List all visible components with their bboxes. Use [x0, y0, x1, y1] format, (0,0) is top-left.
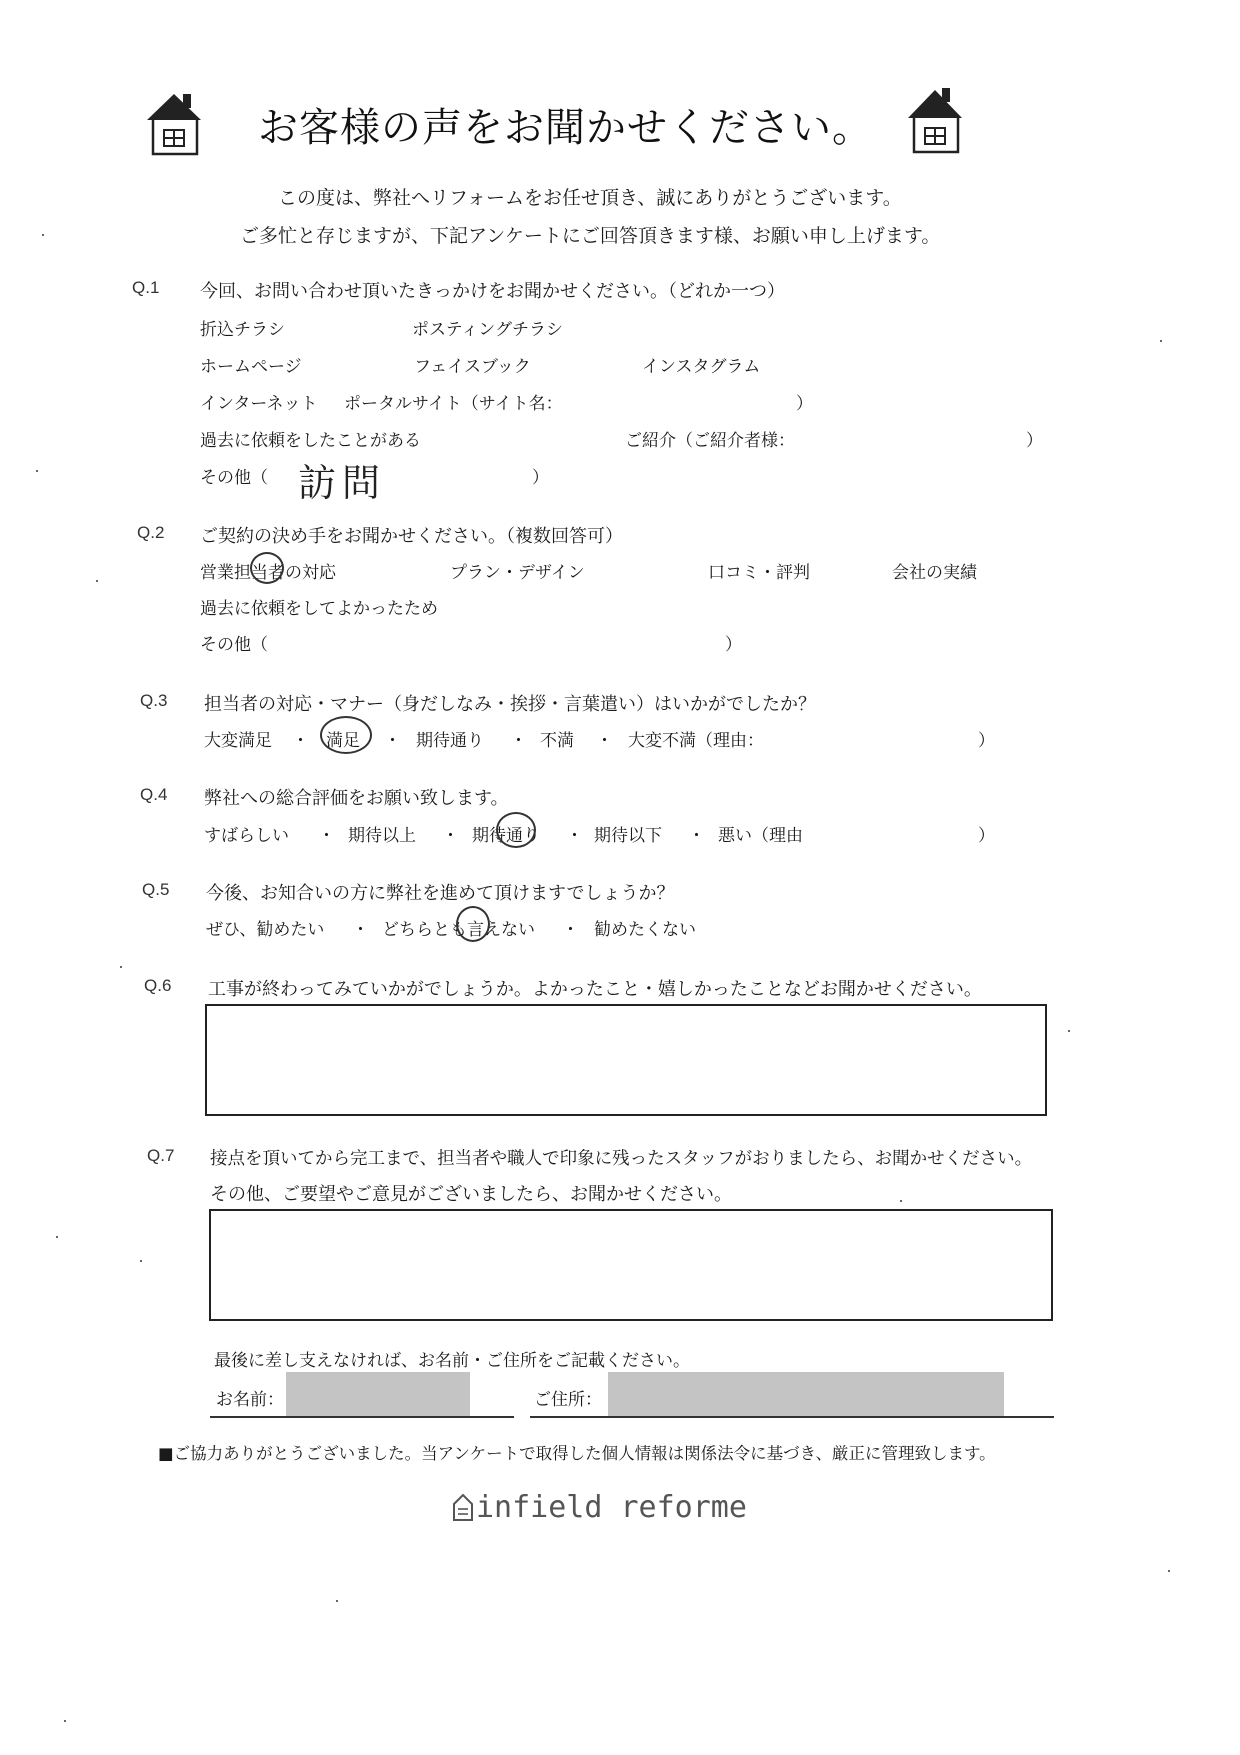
q6-answer-box[interactable]	[205, 1004, 1047, 1116]
q4-sep-3: ・	[566, 826, 583, 846]
q2-option-staff[interactable]: 営業担当者の対応	[200, 563, 336, 583]
scan-speck	[140, 1260, 142, 1262]
privacy-notice: ■ご協力ありがとうございました。当アンケートで取得した個人情報は関係法令に基づき、厳正に管理致します。	[158, 1444, 996, 1463]
q3-sep-3: ・	[510, 731, 527, 751]
house-icon-left	[143, 88, 205, 158]
q3-sep-4: ・	[596, 731, 613, 751]
q2-option-past[interactable]: 過去に依頼をしてよかったため	[200, 599, 438, 619]
address-label: ご住所：	[534, 1390, 602, 1410]
q5-number: Q.5	[142, 880, 170, 899]
q6-question: 工事が終わってみていかがでしょうか。よかったこと・嬉しかったことなどお聞かせください。	[208, 979, 982, 1000]
q2-option-plan[interactable]: プラン・デザイン	[450, 563, 585, 583]
q1-option-facebook[interactable]: フェイスブック	[414, 357, 531, 377]
q7-answer-box[interactable]	[209, 1209, 1053, 1321]
scan-speck	[96, 580, 98, 582]
q5-sep-2: ・	[562, 920, 579, 940]
q3-close: ）	[978, 731, 995, 751]
q1-option-referral[interactable]: ご紹介（ご紹介者様：	[625, 431, 795, 451]
q4-option-1[interactable]: すばらしい	[204, 826, 289, 846]
q4-sep-1: ・	[318, 826, 335, 846]
q2-question: ご契約の決め手をお聞かせください。（複数回答可）	[200, 526, 623, 547]
address-underline	[530, 1416, 1054, 1418]
q3-sep-2: ・	[384, 731, 401, 751]
scan-speck	[120, 966, 122, 968]
company-logo-text: infield reforme	[476, 1490, 747, 1525]
q1-option-other-close: ）	[532, 468, 549, 488]
q1-handwritten-answer: 訪問	[298, 461, 387, 505]
q1-option-other[interactable]: その他（	[200, 468, 268, 488]
q4-option-4[interactable]: 期待以下	[594, 826, 662, 846]
q7-question-line-1: 接点を頂いてから完工まで、担当者や職人で印象に残ったスタッフがおりましたら、お聞かせください。	[210, 1149, 1033, 1169]
q2-number: Q.2	[137, 523, 165, 542]
q1-option-posting[interactable]: ポスティングチラシ	[412, 320, 563, 340]
scan-speck	[1160, 340, 1162, 342]
q4-option-3[interactable]: 期待通り	[472, 826, 540, 846]
q7-number: Q.7	[147, 1146, 175, 1165]
closing-request: 最後に差し支えなければ、お名前・ご住所をご記載ください。	[214, 1351, 690, 1371]
q4-question: 弊社への総合評価をお願い致します。	[204, 788, 509, 809]
house-icon-right	[904, 84, 966, 156]
q1-option-flyer[interactable]: 折込チラシ	[200, 320, 285, 340]
q4-sep-4: ・	[688, 826, 705, 846]
q3-option-1[interactable]: 大変満足	[204, 731, 272, 751]
address-redaction	[608, 1372, 1004, 1416]
q3-question: 担当者の対応・マナー（身だしなみ・挨拶・言葉遣い）はいかがでしたか？	[204, 694, 816, 715]
name-label: お名前：	[216, 1390, 284, 1410]
q5-sep-1: ・	[352, 920, 369, 940]
q4-answer-mark	[496, 812, 536, 848]
q1-option-homepage[interactable]: ホームページ	[200, 357, 302, 377]
q1-option-internet[interactable]: インターネット	[200, 394, 318, 414]
scan-speck	[64, 1720, 66, 1722]
q2-answer-mark	[250, 552, 284, 584]
scan-speck	[336, 1600, 338, 1602]
q4-option-5[interactable]: 悪い（理由	[718, 826, 803, 846]
q5-option-2[interactable]: どちらとも言えない	[382, 920, 535, 940]
q3-answer-mark	[320, 716, 372, 754]
house-logo-icon	[452, 1492, 474, 1522]
q1-question: 今回、お問い合わせ頂いたきっかけをお聞かせください。（どれか一つ）	[200, 281, 785, 302]
q2-option-review[interactable]: 口コミ・評判	[708, 563, 810, 583]
q3-option-4[interactable]: 不満	[540, 731, 574, 751]
scan-speck	[42, 234, 44, 236]
q2-option-record[interactable]: 会社の実績	[892, 563, 977, 583]
q3-option-2[interactable]: 満足	[326, 731, 360, 751]
scan-speck	[56, 1236, 58, 1238]
q1-option-past[interactable]: 過去に依頼をしたことがある	[200, 431, 421, 451]
q1-option-portal-close: ）	[796, 394, 813, 414]
scan-speck	[1068, 1030, 1070, 1032]
q2-option-other-close: ）	[725, 635, 742, 655]
q3-option-3[interactable]: 期待通り	[416, 731, 484, 751]
scan-speck	[36, 470, 38, 472]
name-underline	[210, 1416, 514, 1418]
q3-number: Q.3	[140, 691, 168, 710]
q1-option-referral-close: ）	[1026, 431, 1043, 451]
q6-number: Q.6	[144, 976, 172, 995]
q3-option-5[interactable]: 大変不満（理由：	[628, 731, 764, 751]
name-redaction	[286, 1372, 470, 1416]
q4-option-2[interactable]: 期待以上	[348, 826, 416, 846]
q1-option-portal[interactable]: ポータルサイト（サイト名：	[344, 394, 563, 414]
scan-speck	[1168, 1570, 1170, 1572]
page-title: お客様の声をお聞かせください。	[258, 105, 873, 151]
q5-question: 今後、お知合いの方に弊社を進めて頂けますでしょうか？	[206, 883, 675, 904]
q1-number: Q.1	[132, 278, 160, 297]
q5-option-3[interactable]: 勧めたくない	[594, 920, 696, 940]
q1-option-instagram[interactable]: インスタグラム	[642, 357, 761, 377]
q7-question-line-2: その他、ご要望やご意見がございましたら、お聞かせください。	[210, 1184, 732, 1205]
q2-option-other[interactable]: その他（	[200, 635, 268, 655]
scan-speck	[900, 1200, 902, 1202]
q4-close: ）	[978, 826, 995, 846]
intro-line-1: この度は、弊社へリフォームをお任せ頂き、誠にありがとうございます。	[278, 187, 902, 209]
q4-sep-2: ・	[442, 826, 459, 846]
intro-line-2: ご多忙と存じますが、下記アンケートにご回答頂きます様、お願い申し上げます。	[240, 225, 941, 247]
q3-sep-1: ・	[292, 731, 309, 751]
q5-option-1[interactable]: ぜひ、勧めたい	[206, 920, 325, 940]
q5-answer-mark	[456, 906, 490, 942]
q4-number: Q.4	[140, 785, 168, 804]
